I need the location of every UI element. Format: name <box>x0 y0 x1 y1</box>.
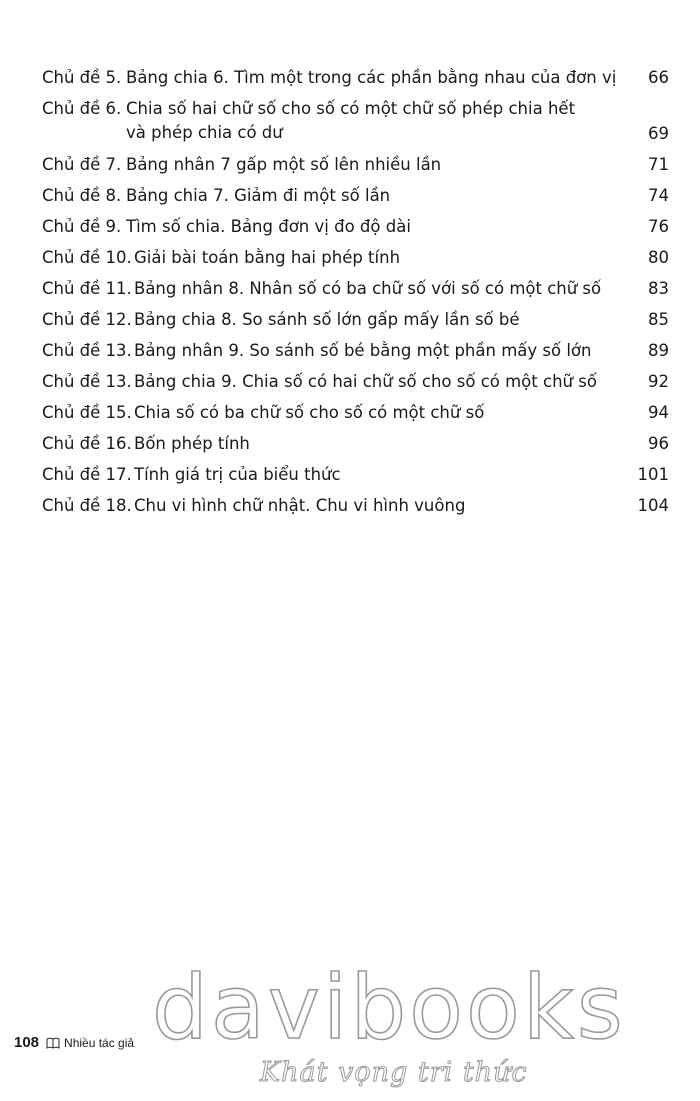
toc-entry <box>42 397 669 428</box>
toc-title: Tính giá trị của biểu thức <box>134 465 341 484</box>
watermark-tagline: Khát vọng tri thức <box>260 1057 528 1088</box>
toc-page-number: 83 <box>648 279 669 298</box>
toc-title <box>126 93 575 148</box>
toc-page-number: 80 <box>648 248 669 267</box>
table-of-contents <box>42 62 669 521</box>
toc-entry <box>42 490 669 521</box>
toc-chapter-label: Chủ đề 6. <box>42 99 122 118</box>
toc-title: Bảng chia 6. Tìm một trong các phần bằng nhau của đơn vị <box>126 68 617 87</box>
toc-chapter-label: Chủ đề 17. <box>42 465 132 484</box>
toc-chapter-label: Chủ đề 7. <box>42 155 122 174</box>
toc-title: Bảng nhân 7 gấp một số lên nhiều lần <box>126 155 442 174</box>
toc-page-number: 89 <box>648 341 669 360</box>
toc-page-number: 69 <box>648 124 669 143</box>
author-credit: Nhiều tác giả <box>64 1035 135 1050</box>
toc-chapter-label: Chủ đề 12. <box>42 310 132 329</box>
toc-title: Tìm số chia. Bảng đơn vị đo độ dài <box>126 217 411 236</box>
toc-page-number: 74 <box>648 186 669 205</box>
toc-page-number: 101 <box>637 465 669 484</box>
toc-chapter-label: Chủ đề 10. <box>42 248 132 267</box>
toc-entry <box>42 304 669 335</box>
toc-chapter-label: Chủ đề 16. <box>42 434 132 453</box>
open-book-icon <box>46 1037 60 1049</box>
toc-page-number: 85 <box>648 310 669 329</box>
toc-chapter-label: Chủ đề 5. <box>42 68 122 87</box>
toc-title: Chu vi hình chữ nhật. Chu vi hình vuông <box>134 496 466 515</box>
toc-title: Giải bài toán bằng hai phép tính <box>134 248 401 267</box>
toc-chapter-label: Chủ đề 8. <box>42 186 122 205</box>
toc-chapter-label: Chủ đề 11. <box>42 279 132 298</box>
toc-title: Bảng chia 9. Chia số có hai chữ số cho số có một chữ số <box>134 372 597 391</box>
toc-chapter-label: Chủ đề 13. <box>42 372 132 391</box>
toc-entry <box>42 149 669 180</box>
toc-title-line-1: Chia số hai chữ số cho số có một chữ số phép chia hết <box>126 99 576 118</box>
toc-chapter-label: Chủ đề 18. <box>42 496 132 515</box>
toc-entry <box>42 62 669 93</box>
toc-chapter-label: Chủ đề 15. <box>42 403 132 422</box>
toc-entry <box>42 242 669 273</box>
toc-page-number: 76 <box>648 217 669 236</box>
toc-entry <box>42 428 669 459</box>
toc-entry <box>42 366 669 397</box>
toc-title: Bảng nhân 9. So sánh số bé bằng một phần mấy số lớn <box>134 341 592 360</box>
page-footer <box>14 1034 134 1051</box>
toc-page-number: 66 <box>648 68 669 87</box>
toc-chapter-label: Chủ đề 13. <box>42 341 132 360</box>
toc-page-number: 104 <box>637 496 669 515</box>
toc-entry <box>42 335 669 366</box>
davibooks-watermark <box>152 956 626 1098</box>
toc-entry <box>42 211 669 242</box>
toc-page-number: 71 <box>648 155 669 174</box>
toc-chapter-label: Chủ đề 9. <box>42 217 122 236</box>
toc-title: Bốn phép tính <box>134 434 250 453</box>
toc-entry <box>42 459 669 490</box>
toc-title: Bảng nhân 8. Nhân số có ba chữ số với số có một chữ số <box>134 279 602 298</box>
toc-entry <box>42 273 669 304</box>
toc-entry <box>42 93 669 149</box>
toc-page-number: 96 <box>648 434 669 453</box>
toc-entry <box>42 180 669 211</box>
page-number: 108 <box>14 1034 40 1051</box>
toc-title: Chia số có ba chữ số cho số có một chữ số <box>134 403 485 422</box>
watermark-brand: davibooks <box>152 956 626 1059</box>
toc-page-number: 94 <box>648 403 669 422</box>
toc-title: Bảng chia 7. Giảm đi một số lần <box>126 186 391 205</box>
toc-title: Bảng chia 8. So sánh số lớn gấp mấy lần số bé <box>134 310 520 329</box>
toc-title-line-2: và phép chia có dư <box>126 123 283 142</box>
toc-page-number: 92 <box>648 372 669 391</box>
